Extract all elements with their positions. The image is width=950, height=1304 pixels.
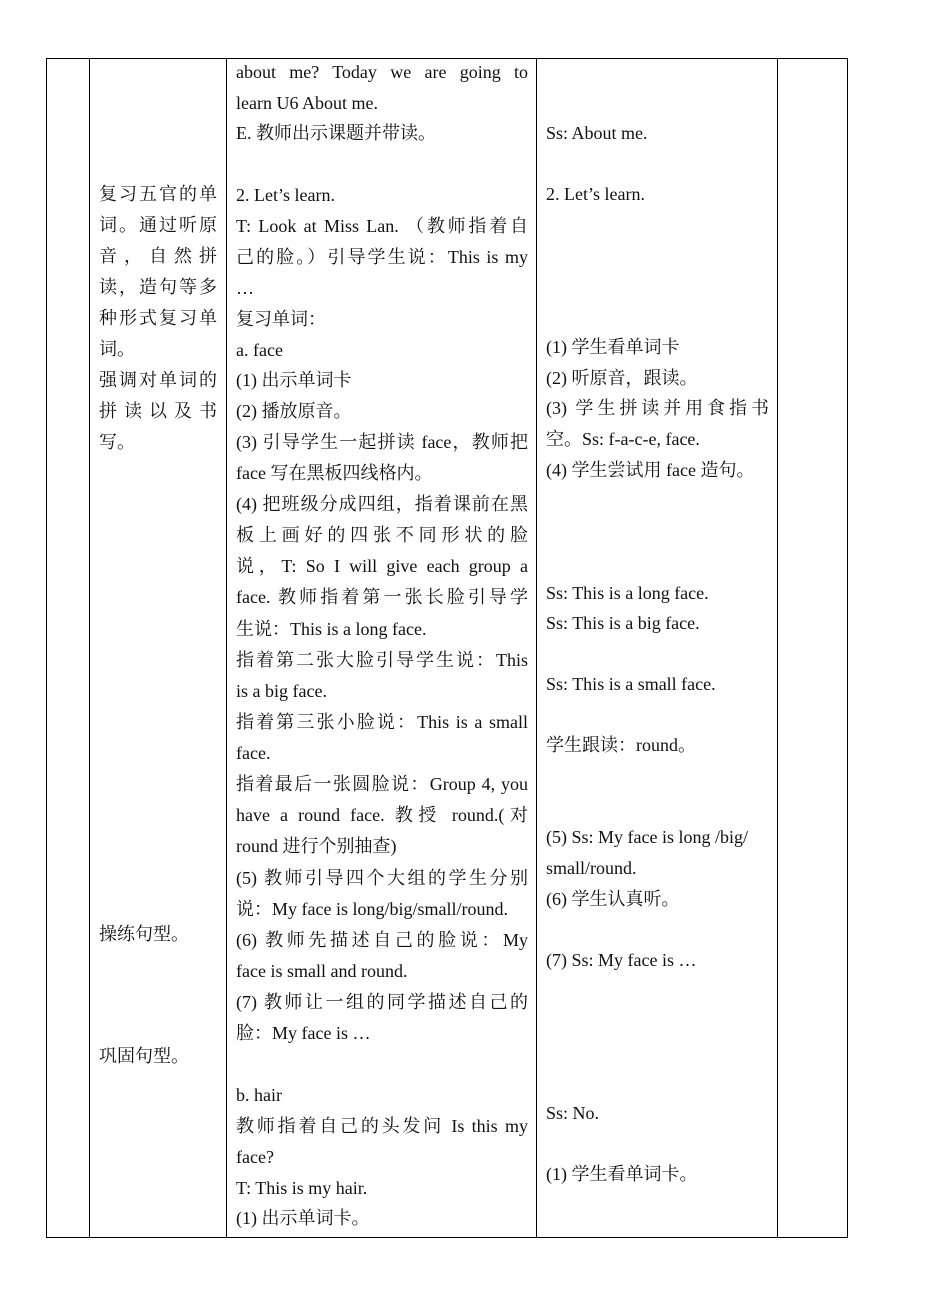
teacher-line: 复习单词： (236, 309, 326, 329)
column-divider (226, 58, 227, 1238)
student-line: 空。Ss: f-a-c-e, face. (546, 429, 700, 449)
purpose-line: 音，自然拼 (99, 246, 217, 266)
teacher-line: (1) 出示单词卡。 (236, 1208, 370, 1228)
student-line: small/round. (546, 858, 637, 878)
purpose-line: 强调对单词的 (99, 370, 217, 390)
student-line: (7) Ss: My face is … (546, 950, 697, 970)
student-line: Ss: This is a small face. (546, 674, 716, 694)
teacher-line: (4) 把班级分成四组，指着课前在黑 (236, 494, 528, 514)
column-divider (847, 58, 848, 1238)
purpose-line: 写。 (99, 432, 135, 452)
teacher-line: have a round face. 教授 round.(对 (236, 805, 528, 825)
student-line: (4) 学生尝试用 face 造句。 (546, 460, 755, 480)
teacher-line: (7) 教师让一组的同学描述自己的 (236, 992, 528, 1012)
student-line: (5) Ss: My face is long /big/ (546, 827, 748, 847)
teacher-line: face is small and round. (236, 961, 408, 981)
teacher-line: face. 教师指着第一张长脸引导学 (236, 587, 528, 607)
teacher-line: 指着最后一张圆脸说：Group 4, you (236, 774, 528, 794)
teacher-line: (5) 教师引导四个大组的学生分别 (236, 868, 528, 888)
teacher-line: 指着第二张大脸引导学生说：This (236, 650, 528, 670)
teacher-line: (2) 播放原音。 (236, 401, 352, 421)
student-line: 学生跟读：round。 (546, 735, 696, 755)
purpose-cell (99, 59, 217, 1237)
student-line: (3) 学生拼读并用食指书 (546, 398, 769, 418)
teacher-line: 生说：This is a long face. (236, 619, 427, 639)
teacher-line: E. 教师出示课题并带读。 (236, 123, 436, 143)
student-line: (6) 学生认真听。 (546, 889, 680, 909)
teacher-line: 指着第三张小脸说：This is a small (236, 712, 528, 732)
student-line: Ss: This is a long face. (546, 583, 709, 603)
teacher-line: 教师指着自己的头发问 Is this my (236, 1116, 528, 1136)
teacher-line: 己的脸。）引导学生说：This is my (236, 247, 528, 267)
teacher-line: (1) 出示单词卡 (236, 370, 352, 390)
purpose-line: 巩固句型。 (99, 1046, 189, 1066)
teacher-line: 脸：My face is … (236, 1023, 371, 1043)
teacher-line: about me? Today we are going to (236, 62, 528, 82)
teacher-line: a. face (236, 340, 283, 360)
student-line: 2. Let’s learn. (546, 184, 645, 204)
student-activity-cell (546, 59, 769, 1237)
teacher-line: is a big face. (236, 681, 327, 701)
teacher-line: … (236, 278, 254, 298)
teacher-line: (6) 教师先描述自己的脸说：My (236, 930, 528, 950)
purpose-line: 拼读以及书 (99, 401, 217, 421)
teacher-activity-cell (236, 59, 528, 1237)
student-line: (1) 学生看单词卡 (546, 337, 680, 357)
student-line: Ss: No. (546, 1103, 600, 1123)
purpose-line: 复习五官的单 (99, 184, 217, 204)
student-line: (1) 学生看单词卡。 (546, 1164, 698, 1184)
student-line: Ss: About me. (546, 123, 648, 143)
teacher-line: face. (236, 743, 271, 763)
student-line: (2) 听原音，跟读。 (546, 368, 698, 388)
purpose-line: 操练句型。 (99, 924, 189, 944)
teacher-line: 2. Let’s learn. (236, 185, 335, 205)
column-divider (536, 58, 537, 1238)
teacher-line: (3) 引导学生一起拼读 face，教师把 (236, 432, 528, 452)
teacher-line: learn U6 About me. (236, 93, 378, 113)
teacher-line: T: This is my hair. (236, 1178, 368, 1198)
teacher-line: face? (236, 1147, 274, 1167)
table-bottom-border (46, 1237, 848, 1238)
teacher-line: face 写在黑板四线格内。 (236, 463, 433, 483)
purpose-line: 词。 (99, 339, 135, 359)
purpose-line: 种形式复习单 (99, 308, 217, 328)
teacher-line: b. hair (236, 1085, 282, 1105)
teacher-line: round 进行个别抽查) (236, 836, 397, 856)
empty-cell-left (47, 59, 89, 1237)
empty-cell-right (778, 59, 847, 1237)
column-divider (89, 58, 90, 1238)
student-line: Ss: This is a big face. (546, 613, 700, 633)
teacher-line: 说，T: So I will give each group a (236, 556, 528, 576)
teacher-line: 板上画好的四张不同形状的脸 (236, 525, 528, 545)
purpose-line: 读，造句等多 (99, 277, 217, 297)
teacher-line: T: Look at Miss Lan. （教师指着自 (236, 216, 528, 236)
purpose-line: 词。通过听原 (99, 215, 217, 235)
teacher-line: 说：My face is long/big/small/round. (236, 899, 508, 919)
